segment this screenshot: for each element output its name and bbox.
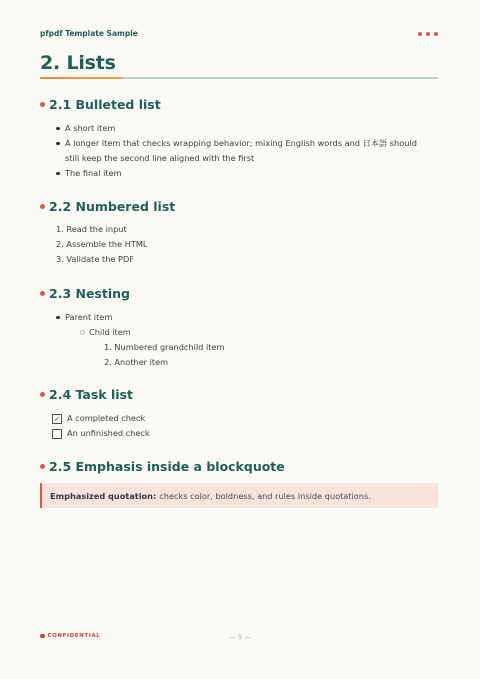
bullet-icon — [56, 172, 60, 176]
confidential-text: CONFIDENTIAL — [47, 633, 101, 639]
bullet-icon — [56, 316, 60, 320]
section-heading-text: 2.1 Bulleted list — [49, 97, 161, 112]
page-number: — 5 — — [229, 633, 251, 641]
decoration-dot — [418, 32, 422, 36]
page-title: 2. Lists — [40, 52, 116, 74]
heading-dot-icon — [40, 392, 45, 397]
task-list — [52, 411, 150, 441]
task-label: An unfinished check — [67, 428, 150, 438]
section-heading-quote — [40, 459, 285, 474]
list-item — [56, 166, 430, 181]
bullet-icon — [56, 142, 60, 146]
section-heading-text: 2.5 Emphasis inside a blockquote — [49, 459, 285, 474]
heading-dot-icon — [40, 102, 45, 107]
list-item — [56, 136, 430, 166]
list-item-text: Child item — [89, 327, 131, 337]
numbered-list — [56, 222, 148, 267]
list-item-text: A longer item that checks wrapping behavior; mixing English words and 日本語 should still keep the second line aligned with the first — [65, 138, 417, 163]
title-rule — [40, 77, 438, 79]
list-item-text: A short item — [65, 123, 116, 133]
header-decoration-dots — [418, 32, 438, 36]
checkbox-unchecked-icon[interactable] — [52, 429, 62, 439]
task-item — [52, 411, 150, 426]
decoration-dot — [434, 32, 438, 36]
list-item: 2. Assemble the HTML — [56, 239, 148, 249]
heading-dot-icon — [40, 291, 45, 296]
section-heading-tasks — [40, 387, 133, 402]
task-label: A completed check — [67, 413, 146, 423]
section-heading-bulleted — [40, 97, 161, 112]
section-heading-text: 2.2 Numbered list — [49, 199, 176, 214]
list-item-child — [80, 325, 224, 340]
checkbox-checked-icon[interactable]: ✓ — [52, 414, 62, 424]
quote-text: checks color, boldness, and rules inside quotations. — [159, 490, 371, 501]
list-item-grandchild: 2. Another item — [104, 357, 169, 367]
list-item: 3. Validate the PDF — [56, 254, 135, 264]
bulleted-list — [56, 121, 430, 181]
heading-dot-icon — [40, 204, 45, 209]
section-heading-text: 2.3 Nesting — [49, 286, 130, 301]
document-header-title: pfpdf Template Sample — [40, 29, 138, 38]
section-heading-nesting — [40, 286, 130, 301]
section-heading-numbered — [40, 199, 175, 214]
list-item — [56, 121, 430, 136]
decoration-dot — [426, 32, 430, 36]
list-item: 1. Read the input — [56, 224, 127, 234]
list-item-grandchild: 1. Numbered grandchild item — [104, 342, 225, 352]
quote-emphasis: Emphasized quotation: — [50, 490, 157, 501]
blockquote — [40, 483, 438, 508]
list-item-text: The final item — [65, 168, 122, 178]
task-item — [52, 426, 150, 441]
heading-dot-icon — [40, 464, 45, 469]
section-heading-text: 2.4 Task list — [49, 387, 133, 402]
bullet-icon — [56, 127, 60, 131]
list-item-parent — [56, 310, 224, 325]
nested-list — [56, 310, 224, 370]
list-item-text: Parent item — [65, 312, 113, 322]
circle-bullet-icon — [80, 330, 85, 335]
